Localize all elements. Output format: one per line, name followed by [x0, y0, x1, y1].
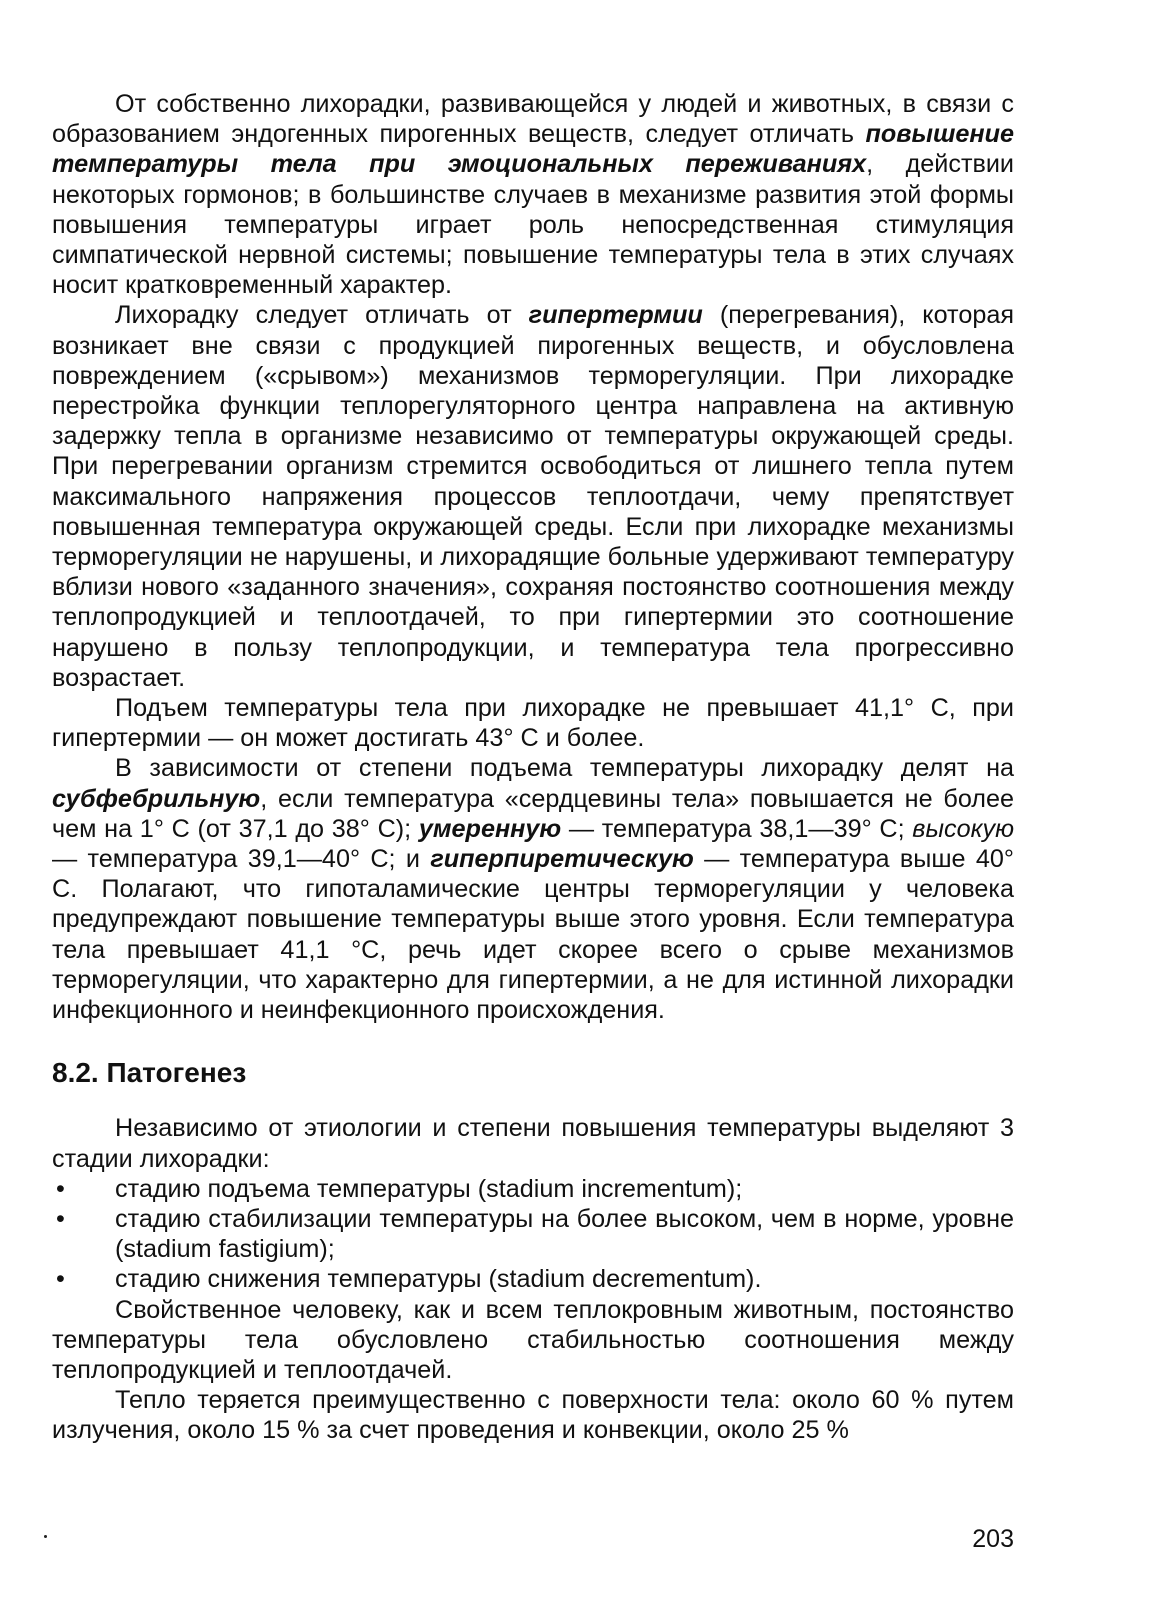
paragraph-emotional-temperature — [52, 89, 1014, 300]
paragraph-heat-loss: Тепло теряется преимущественно с поверхности тела: около 60 % путем излучения, около 15 % за счет проведения и конвекции, около 25 % — [52, 1386, 1014, 1445]
list-item — [52, 1204, 1014, 1264]
list-item — [52, 1264, 1014, 1294]
emphasis-term: гиперпиретическую — [430, 845, 694, 874]
text-run: — температура 39,1—40° С; и — [52, 845, 431, 874]
bullet-icon: • — [56, 1204, 65, 1233]
text-run: , действии некоторых гормонов; в большинстве случаев в механизме развития этой формы повышения температуры играет роль непосредственная стимуляция симпатической нервной системы; повышение температуры тела в этих случаях носит кратковременный характер. — [52, 150, 1015, 300]
text-run: В зависимости от степени подъема температуры лихорадку делят на — [115, 754, 1014, 783]
scan-dot — [44, 1535, 47, 1538]
emphasis-term: субфебрильную — [52, 784, 261, 813]
section-title: 8.2. Патогенез — [52, 1057, 247, 1089]
text-run: От собственно лихорадки, развивающейся у людей и животных, в связи с образованием эндогенных пирогенных веществ, следует отличать — [52, 90, 1014, 149]
emphasis-term: гипертермии — [528, 301, 703, 330]
paragraph-stages-intro: Независимо от этиологии и степени повышения температуры выделяют 3 стадии лихорадки: — [52, 1114, 1014, 1173]
stages-list — [52, 1174, 1014, 1295]
paragraph-homeothermy: Свойственное человеку, как и всем теплокровным животным, постоянство температуры тела обусловлено стабильностью соотношения между теплопродукцией и теплоотдачей. — [52, 1295, 1014, 1384]
emphasis-term: повышение температуры тела при эмоциональных переживаниях — [52, 120, 1014, 179]
page-number: 203 — [972, 1525, 1014, 1553]
text-run: — температура 38,1—39° С; — [561, 814, 913, 843]
list-item-text: стадию снижения температуры (stadium decrementum). — [115, 1265, 762, 1294]
bullet-icon: • — [56, 1174, 65, 1203]
emphasis-term: умеренную — [418, 814, 562, 843]
text-run: , если температура «сердцевины тела» повышается не более чем на 1° С (от 37,1 до 38° С); — [52, 784, 1014, 843]
text-run: (перегревания), которая возникает вне связи с продукцией пирогенных веществ, и обусловлена повреждением («срывом») механизмов терморегуляции. При лихорадке перестройка функции теплорегуляторного центра направлена на активную задержку тепла в организме независимо от температуры окружающей среды. При перегревании организм стремится освободиться от лишнего тепла путем максимального напряжения процессов теплоотдачи, чему препятствует повышенная температура окружающей среды. Если при лихорадке механизмы терморегуляции не нарушены, и лихорадящие больные удерживают температуру вблизи нового «заданного значения», сохраняя постоянство соотношения между теплопродукцией и теплоотдачей, то при гипертермии это соотношение нарушено в пользу теплопродукции, и температура тела прогрессивно возрастает. — [52, 301, 1014, 692]
list-item — [52, 1174, 1014, 1204]
list-item-text: стадию стабилизации температуры на более высоком, чем в норме, уровне (stadium fastigium); — [115, 1204, 1014, 1264]
paragraph-temperature-limits: Подъем температуры тела при лихорадке не превышает 41,1° С, при гипертермии — он может достигать 43° С и более. — [52, 694, 1014, 753]
page-body — [52, 89, 1014, 1446]
text-run: — температура выше 40° С. Полагают, что гипоталамические центры терморегуляции у человека предупреждают повышение температуры выше этого уровня. Если температура тела превышает 41,1 °С, речь идет скорее всего о срыве механизмов терморегуляции, что характерно для гипертермии, а не для истинной лихорадки инфекционного и неинфекционного происхождения. — [52, 845, 1014, 1025]
italic-term: высокую — [912, 814, 1015, 843]
paragraph-hyperthermia — [52, 300, 1014, 693]
bullet-icon: • — [56, 1265, 65, 1294]
paragraph-fever-degrees — [52, 753, 1014, 1025]
text-run: Лихорадку следует отличать от — [115, 301, 529, 330]
list-item-text: стадию подъема температуры (stadium incrementum); — [115, 1174, 743, 1203]
